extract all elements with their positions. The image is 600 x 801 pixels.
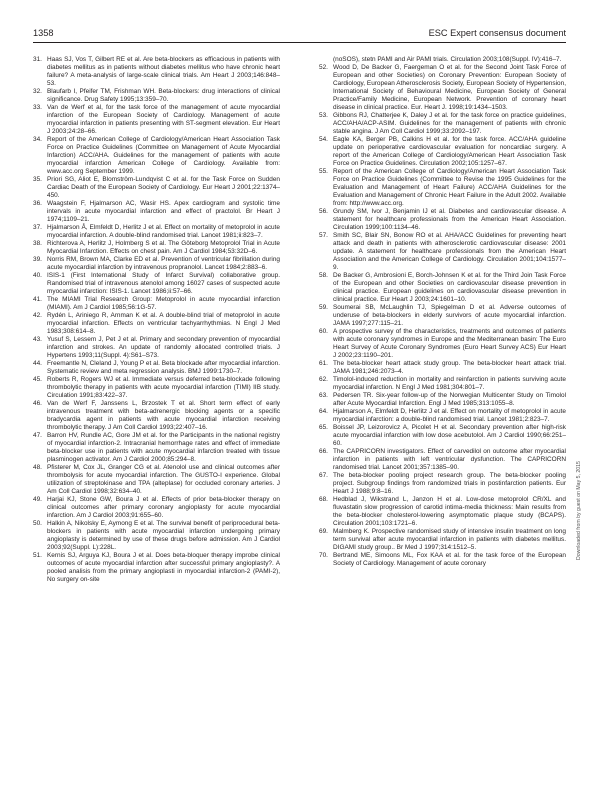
reference-entry [33, 256, 280, 272]
reference-entry [319, 232, 566, 272]
reference-text: Van de Werf F, Janssens L, Brzostek T et al. Short term effect of early intravenous treatment with beta-adrenergic blocking agents or a specific bradycardia agent in patients with acute myocardial infarction receiving thrombolytic therapy. J Am Coll Cardiol 1993;22:407–16. [47, 400, 280, 431]
reference-number: 59. [319, 304, 328, 311]
reference-number: 35. [33, 176, 42, 183]
reference-entry [33, 360, 280, 376]
reference-text: Gibbons RJ, Chatterjee K, Daley J et al. for the task force on practice guidelines, ACC/AHA/ACP-ASIM. Guidelines for the management of patients with chronic stable angina. J Am Coll Cardiol 1999;33:2092–197. [333, 112, 566, 135]
header-rule [33, 42, 566, 43]
reference-text: The CAPRICORN investigators. Effect of carvedilol on outcome after myocardial infarction in patients with left ventricular dysfunction. The CAPRICORN randomised trial. Lancet 2001;357:1385–90. [333, 448, 566, 471]
reference-entry [319, 496, 566, 528]
reference-number: 66. [319, 448, 328, 455]
reference-text: Report of the American College of Cardiology/American Heart Association Task Force on Practice Guidelines (Committee to Revise the 1995 Guidelines for the Evaluation and Management of Heart Failure) ACC/AHA Guidelines for the Evaluation and Management of Chronic Heart Failure in the Adult 2002. Available from: http://www.acc.org. [333, 168, 566, 207]
reference-number: 63. [319, 392, 328, 399]
reference-text: Report of the American College of Cardiology/American Heart Association Task Force on Practice Guidelines (Committee on Management of Acute Myocardial Infarction) ACC/AHA. Guidelines for the management of patients with acute myocardial infarction American College of Cardiology. Available from: www.acc.org September 1999. [47, 136, 280, 175]
reference-text: Soumerai SB, McLaughlin TJ, Spiegelman D et al. Adverse outcomes of underuse of beta-blockers in elderly survivors of acute myocardial infarction. JAMA 1997;277:115–21. [333, 304, 566, 327]
reference-text: Pfisterer M, Cox JL, Granger CG et al. Atenolol use and clinical outcomes after thrombolysis for acute myocardial infarction. The GUSTO-I experience. Global utilization of streptokinase and TPA (alteplase) for occluded coronary arteries. J Am Coll Cardiol 1998;32:634–40. [47, 464, 280, 495]
reference-entry [319, 448, 566, 472]
reference-number: 48. [33, 464, 42, 471]
reference-entry [33, 56, 280, 88]
reference-entry [33, 224, 280, 240]
reference-number: 32. [33, 88, 42, 95]
reference-number: 33. [33, 104, 42, 111]
reference-text: Rydén L, Ariniego R, Arnman K et al. A double-blind trial of metoprolol in acute myocardial infarction. Effects on ventricular tachyarrhythmias. N Engl J Med 1983;308:614–8. [47, 312, 280, 335]
reference-entry [33, 240, 280, 256]
reference-entry [33, 296, 280, 312]
reference-number: 47. [33, 432, 42, 439]
references-column-left [33, 56, 280, 584]
reference-text: Hedblad J, Wikstrand L, Janzon H et al. Low-dose metoprolol CR/XL and fluvastatin slow progression of carotid intima-media thickness: Main results from the beta-blocker cholesterol-lowering asymptomatic plaque study (BCAPS). Circulation 2001;103:1721–6. [333, 496, 566, 527]
reference-number: 51. [33, 552, 42, 559]
reference-number: 46. [33, 400, 42, 407]
reference-entry [319, 424, 566, 448]
reference-number: 45. [33, 376, 42, 383]
page-number: 1358 [33, 28, 54, 38]
reference-entry [319, 472, 566, 496]
reference-text: De Backer G, Ambrosioni E, Borch-Johnsen K et al. for the Third Join Task Force of the European and other Societies on cardiovascular disease prevention in clinical practice. European guidelines on cardiovascular disease prevention in clinical practice. Eur Heart J 2003;24:1601–10. [333, 272, 566, 303]
reference-entry [33, 336, 280, 360]
reference-entry [319, 64, 566, 112]
reference-text: Freemantle N, Cleland J, Young P et al. Beta blockade after myocardial infarction. Systematic review and meta regression analysis. BMJ 1999:1730–7. [47, 360, 280, 375]
reference-text: Haas SJ, Vos T, Gilbert RE et al. Are beta-blockers as efficacious in patients with diabetes mellitus as in patients without diabetes mellitus who have chronic heart failure? A meta-analysis of large-scale clinical trials. Am Heart J 2003;146:848–53. [47, 56, 280, 87]
reference-text: Timolol-induced reduction in mortality and reinfarction in patients surviving acute myocardial infarction. N Engl J Med 1981;304:801–7. [333, 376, 566, 391]
reference-entry [33, 200, 280, 224]
reference-text: ISIS-1 (First International Study of Infarct Survival) collaborative group. Randomised trial of intravenous atenolol among 16027 cases of suspected acute myocardial infarction: ISIS-1. Lancet 1986;ii:57–66. [47, 272, 280, 295]
reference-entry [319, 208, 566, 232]
reference-entry [319, 328, 566, 360]
reference-text: (noSOS), stetn PAMI and Air PAMI trials. Circulation 2003;108(Suppl. IV):416–7. [333, 56, 562, 63]
running-title: ESC Expert consensus document [428, 28, 566, 38]
reference-text: Malmberg K. Prospective randomised study of intensive insulin treatment on long term survival after acute myocardial infarction in patients with diabetes mellitus. DIGAMI study group.. Br Med J 1997;314:1512–5. [333, 528, 566, 551]
reference-text: Priori SG, Aliot E, Blomström-Lundqvist C et al. for the Task Force on Sudden Cardiac Death of the European Society of Cardiology. Eur Heart J 2001;22:1374–450. [47, 176, 280, 199]
reference-entry [33, 88, 280, 104]
reference-text: Roberts R, Rogers WJ et al. Immediate versus deferred beta-blockade following thrombolytic therapy in patients with acute myocardial infarction (TIMI) IIB study. Circulation 1991;83:422–37. [47, 376, 280, 399]
reference-text: Richterova A, Herlitz J, Holmberg S et al. The Göteborg Metoprolol Trial in Acute Myocardial Infarction. Effects on chest pain. Am J Cardiol 1984;53:32D–6. [47, 240, 280, 255]
reference-number: 41. [33, 296, 42, 303]
reference-entry [33, 272, 280, 296]
reference-entry [319, 552, 566, 568]
reference-text: Van de Werf et al, for the task force of the management of acute myocardial infarction of the European Society of Cardiology. Management of acute myocardial infarction in patients presenting with ST-segment elevation. Eur Heart J 2003;24:28–66. [47, 104, 280, 135]
reference-entry [319, 56, 566, 64]
reference-number: 64. [319, 408, 328, 415]
reference-entry [33, 520, 280, 552]
reference-text: Halkin A, Nikolsky E, Aymong E et al. The survival benefit of periprocedural beta-blockers in patients with acute myocardial infarction undergoing primary angioplasty is determined by use of these drugs before admission. Am J Cardiol 2003;92(Suppl. L):228L. [47, 520, 280, 551]
reference-number: 36. [33, 200, 42, 207]
reference-entry [319, 528, 566, 552]
reference-text: Yusuf S, Lessem J, Pet J et al. Primary and secondary prevention of myocardial infarction and strokes. An update of randomly allocated controlled trials. J Hypertens 1993;11(Suppl. 4):S61–S73. [47, 336, 280, 359]
reference-number: 57. [319, 232, 328, 239]
reference-entry [319, 392, 566, 408]
reference-text: Harjai KJ, Stone GW, Boura J et al. Effects of prior beta-blocker therapy on clinical outcomes after primary coronary angioplasty for acute myocardial infarction. Am J Cardiol 2003;91:655–60. [47, 496, 280, 519]
reference-text: The beta-blocker heart attack study group. The beta-blocker heart attack trial. JAMA 1981;246:2073–4. [333, 360, 566, 375]
reference-number: 38. [33, 240, 42, 247]
reference-number: 61. [319, 360, 328, 367]
reference-entry [33, 136, 280, 176]
reference-entry [319, 168, 566, 208]
reference-entry [319, 136, 566, 168]
reference-number: 69. [319, 528, 328, 535]
reference-entry [319, 376, 566, 392]
reference-text: Norris RM, Brown MA, Clarke ED et al. Prevention of ventricular fibrillation during acute myocardial infarction by intravenous propranolol. Lancet 1984;2:883–6. [47, 256, 280, 271]
reference-text: Blaufarb I, Pfeifer TM, Frishman WH. Beta-blockers: drug interactions of clinical significance. Drug Safety 1995;13:359–70. [47, 88, 280, 103]
reference-number: 67. [319, 472, 328, 479]
reference-number: 31. [33, 56, 42, 63]
reference-number: 49. [33, 496, 42, 503]
reference-number: 44. [33, 360, 42, 367]
reference-number: 62. [319, 376, 328, 383]
reference-text: Barron HV, Rundle AC, Gore JM et al. for the Participants in the national registry of myocardial infarction-2. Intracranial hemorrhage rates and effect of immediate beta-blocker use in patients with acute myocardial infarction treated with tissue plasminogen activator. Am J Cardiol 2000;85:294–8. [47, 432, 280, 463]
references-column-right [319, 56, 566, 568]
reference-text: Wood D, De Backer G, Faergeman O et al. for the Second Joint Task Force of European and other Societies) on Coronary Prevention: European Society of Cardiology, European Atherosclerosis Society, European Society of Hypertension, International Society of Behavioural Medicine, European Society of General Practice/Family Medicine, European Network. Prevention of coronary heart disease in clinical practice. Eur. Heart J. 1998;19:1434–1503. [333, 64, 566, 111]
reference-text: The MIAMI Trial Research Group: Metoprolol in acute myocardial infarction (MIAMI). Am J Cardiol 1985;56:1G-57. [47, 296, 280, 311]
reference-text: Bertrand ME, Simoons ML, Fox KAA et al. for the task force of the European Society of Cardiology. Management of acute coronary [333, 552, 566, 567]
reference-entry [33, 400, 280, 432]
reference-entry [33, 496, 280, 520]
reference-entry [33, 552, 280, 584]
reference-entry [319, 360, 566, 376]
reference-text: The beta-blocker pooling project research group. The beta-blocker pooling project. Subgroup findings from randomized trials in postinfarction patients. Eur Heart J 1988;9:8–16. [333, 472, 566, 495]
reference-text: Boissel JP, Leizorovicz A, Picolet H et al. Secondary prevention after high-risk acute myocardial infarction with low dose acebutolol. Am J Cardiol 1990;66:251–60. [333, 424, 566, 447]
reference-text: Waagstein F, Hjalmarson AC, Wasir HS. Apex cardiogram and systolic time intervals in acute myocardial infarction and effect of practolol. Br Heart J 1974;1109–21. [47, 200, 280, 223]
reference-entry [33, 312, 280, 336]
reference-number: 55. [319, 168, 328, 175]
reference-text: Kernis SJ, Arguya KJ, Boura J et al. Does beta-bloquer therapy improbe clinical outcomes of acute myocardial infarction after successful primary angioplasty?. A pooled analisis from the primary angioplasti in myocardial infarction-2 (PAMI-2), No surgery on-site [47, 552, 280, 583]
reference-number: 53. [319, 112, 328, 119]
reference-number: 60. [319, 328, 328, 335]
reference-text: A prospective survey of the characteristics, treatments and outcomes of patients with acute coronary syndromes in Europe and the Mediterranean basin: The Euro Heart Survey of Acute Coronary Syndromes (Euro Heart Survey ACS) Eur Heart J 2002;23:1190–201. [333, 328, 566, 359]
reference-text: Pedersen TR. Six-year follow-up of the Norwegian Multicenter Study on Timolol after Acute Myocardial Infarction. Engl J Med 1985;313:1055–8. [333, 392, 566, 407]
download-watermark: Downloaded from by guest on May 5, 2015 [576, 461, 582, 560]
reference-text: Eagle KA, Berger PB, Calkins H et al. for the task force. ACC/AHA guideline update on perioperative cardiovascular evaluation for noncardiac surgery. A report of the American College of Cardiology/American Heart Association Task Force on Practice Guidelines. Circulation 2002;105:1257–67. [333, 136, 566, 167]
reference-entry [33, 464, 280, 496]
reference-number: 34. [33, 136, 42, 143]
reference-entry [33, 104, 280, 136]
reference-number: 52. [319, 64, 328, 71]
reference-number: 42. [33, 312, 42, 319]
reference-text: Hjalmarson Å, Elmfeldt D, Herlitz J et al. Effect on mortality of metoprolol in acute myocardial infarction. A double-blind randomised trial. Lancet 1981;ii:823–7. [47, 224, 280, 239]
reference-entry [33, 376, 280, 400]
reference-number: 65. [319, 424, 328, 431]
reference-number: 39. [33, 256, 42, 263]
reference-number: 70. [319, 552, 328, 559]
reference-number: 68. [319, 496, 328, 503]
reference-number: 50. [33, 520, 42, 527]
reference-number: 37. [33, 224, 42, 231]
reference-entry [33, 176, 280, 200]
reference-number: 43. [33, 336, 42, 343]
reference-entry [319, 408, 566, 424]
reference-text: Hjalmarson A, Elmfeldt D, Herlitz J et al. Effect on mortality of metoprolol in acute myocardial infarction: a double-blind randomised trial. Lancet 1981;2:823–7. [333, 408, 566, 423]
page-header [33, 28, 566, 42]
reference-text: Smith SC, Blair SN, Bonow RO et al. AHA/ACC Guidelines for preventing heart attack and death in patients with atherosclerotic cardiovascular disease: 2001 update. A statement for healthcare professionals from the American Heart Association and the American College of Cardiology. Circulation 2001;104:1577–9. [333, 232, 566, 271]
reference-entry [319, 112, 566, 136]
reference-entry [33, 432, 280, 464]
reference-number: 56. [319, 208, 328, 215]
reference-number: 58. [319, 272, 328, 279]
reference-number: 54. [319, 136, 328, 143]
reference-entry [319, 272, 566, 304]
reference-text: Grundy SM, Ivor J, Benjamin IJ et al. Diabetes and cardiovascular disease. A statement for healthcare professionals from the American Heart Association. Circulation 1999;100:1134–46. [333, 208, 566, 231]
reference-entry [319, 304, 566, 328]
reference-number: 40. [33, 272, 42, 279]
